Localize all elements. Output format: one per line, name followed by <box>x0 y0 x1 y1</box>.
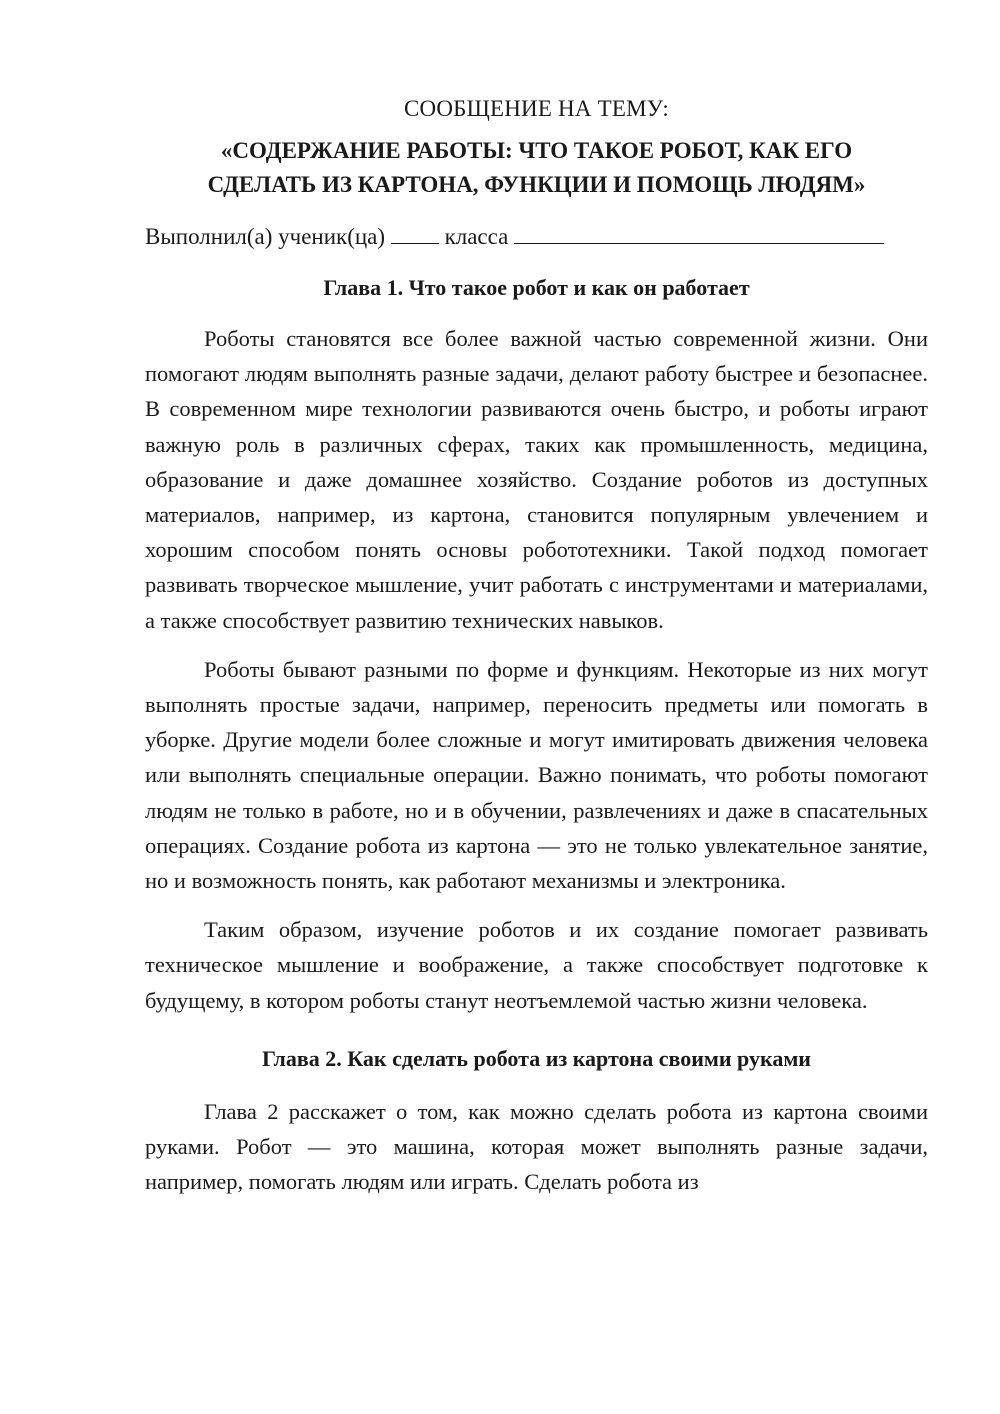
title-line-2: СДЕЛАТЬ ИЗ КАРТОНА, ФУНКЦИИ И ПОМОЩЬ ЛЮДЯМ» <box>207 172 866 197</box>
student-label: Выполнил(а) ученик(ца) <box>145 224 386 249</box>
chapter-1-title: Глава 1. Что такое робот и как он работает <box>323 275 750 300</box>
grade-blank <box>391 221 439 244</box>
chapter-2-title: Глава 2. Как сделать робота из картона своими руками <box>262 1045 811 1071</box>
class-name-blank <box>514 221 884 244</box>
document-page <box>145 92 928 1213</box>
title-line-1: «СОДЕРЖАНИЕ РАБОТЫ: ЧТО ТАКОЕ РОБОТ, КАК ЕГО <box>220 138 853 163</box>
student-info-line <box>145 220 928 254</box>
class-label: класса <box>444 224 509 249</box>
chapter-1-paragraph-1: Роботы становятся все более важной частью современной жизни. Они помогают людям выполнять разные задачи, делают работу быстрее и безопаснее. В современном мире технологии развиваются очень быстро, и роботы играют важную роль в различных сферах, таких как промышленность, медицина, образование и даже домашнее хозяйство. Создание роботов из доступных материалов, например, из картона, становится популярным увлечением и хорошим способом понять основы робототехники. Такой подход помогает развивать творческое мышление, учит работать с инструментами и материалами, а также способствует развитию технических навыков. <box>145 326 928 633</box>
subject-heading: СООБЩЕНИЕ НА ТЕМУ: <box>404 96 669 121</box>
chapter-1-paragraph-3: Таким образом, изучение роботов и их создание помогает развивать техническое мышление и воображение, а также способствует подготовке к будущему, в котором роботы станут неотъемлемой частью жизни человека. <box>145 917 928 1013</box>
chapter-2-paragraph-1: Глава 2 расскажет о том, как можно сделать робота из картона своими руками. Робот — это машина, которая может выполнять разные задачи, например, помогать людям или играть. Сделать робота из <box>145 1098 928 1195</box>
document-title <box>145 134 928 202</box>
chapter-1-paragraph-2: Роботы бывают разными по форме и функциям. Некоторые из них могут выполнять простые задачи, например, переносить предметы или помогать в уборке. Другие модели более сложные и могут имитировать движения человека или выполнять специальные операции. Важно понимать, что роботы помогают людям не только в работе, но и в обучении, развлечениях и даже в спасательных операциях. Создание робота из картона — это не только увлекательное занятие, но и возможность понять, как работают механизмы и электроника. <box>145 656 928 894</box>
